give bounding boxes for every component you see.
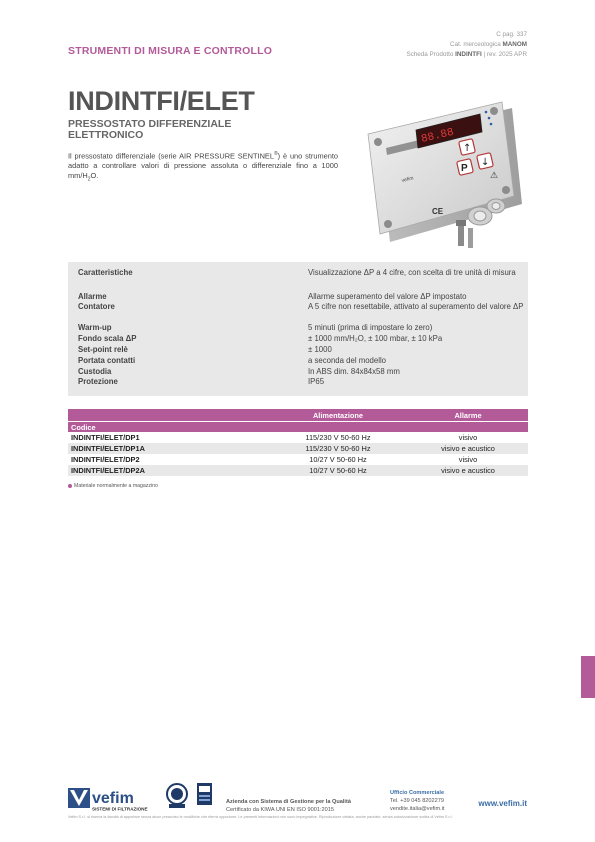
- bullet-dot-icon: [68, 484, 72, 488]
- device-image: [362, 96, 534, 260]
- document-reference: [406, 30, 527, 60]
- device-display: 88.88: [420, 126, 456, 146]
- catalog-ref: Cat. merceologica MANOM: [450, 41, 527, 48]
- office-phone: Tel. +39 045 8202279: [390, 798, 444, 804]
- product-codes-table: [68, 409, 528, 476]
- section-side-tab: [581, 656, 595, 698]
- table-subheader: [68, 421, 528, 432]
- product-subtitle: PRESSOSTATO DIFFERENZIALE ELETTRONICO: [68, 118, 232, 141]
- table-row: INDINTFI/ELET/DP1A 115/230 V 50-60 Hz visivo e acustico: [68, 443, 528, 454]
- page-ref: C pag. 337: [496, 31, 527, 38]
- website-link[interactable]: www.vefim.it: [478, 799, 527, 808]
- sales-office-contact: Ufficio Commerciale Tel. +39 045 8202279 vendite.italia@vefim.it: [390, 790, 445, 812]
- quality-certification: Azienda con Sistema di Gestione per la Qualità Certificato da KIWA UNI EN ISO 9001:2015: [226, 799, 351, 813]
- logo-tagline: SISTEMI DI FILTRAZIONE: [92, 806, 148, 812]
- kiwa-certification-icon: [197, 783, 212, 809]
- device-brand-label: vefim: [401, 175, 415, 184]
- table-row: INDINTFI/ELET/DP2A 10/27 V 50-60 Hz visivo e acustico: [68, 465, 528, 476]
- certification-seal-icon: [166, 783, 188, 809]
- sheet-ref: Scheda Prodotto INDINTFI | rev. 2025 APR: [406, 51, 527, 58]
- ce-mark: CE: [432, 207, 444, 216]
- column-header-power: Alimentazione: [312, 411, 364, 420]
- sheet-value: INDINTFI: [455, 51, 482, 58]
- table-row: INDINTFI/ELET/DP2 10/27 V 50-60 Hz visivo: [71, 455, 478, 464]
- table-header: [68, 409, 528, 421]
- product-title: INDINTFI/ELET: [68, 86, 255, 116]
- catalog-value: MANOM: [502, 41, 527, 48]
- table-row: INDINTFI/ELET/DP1 115/230 V 50-60 Hz visivo: [71, 433, 478, 442]
- p-button-label: P: [461, 163, 468, 174]
- legal-disclaimer: Vefim S.r.l. si riserva la facoltà di apportare senza alcun preavviso le modifiche che riterrà opportune. Le presenti informazioni non sono impegnative. Riproduzione vietata, anche parziale, senza autorizzazione scritta di Vefim S.r.l.: [68, 815, 453, 819]
- down-arrow-icon: ↓: [481, 157, 490, 168]
- logo-wordmark: vefim: [92, 790, 134, 807]
- product-description: Il pressostato differenziale (serie AIR PRESSURE SENTINEL®) è uno strumento adatto a controllare valori di pressione assoluta o differenziale fino a 1000 $mm/H_2O$.: [68, 151, 338, 183]
- column-header-code: Codice: [71, 423, 96, 432]
- up-arrow-icon: ↑: [463, 143, 472, 154]
- warning-icon: ⚠: [490, 171, 499, 181]
- section-title: STRUMENTI DI MISURA E CONTROLLO: [68, 45, 273, 57]
- vefim-logo: [68, 786, 156, 812]
- specifications-table: Caratteristiche Visualizzazione ΔP a 4 cifre, con scelta di tre unità di misura Allarme Allarme superamento del valore ΔP impostato Contatore A 5 cifre non resettabile, attivato al superamento del valore ΔP Warm-up 5 minuti (prima di impostare lo zero) Fondo scala ΔP ± 1000 mm/H₂O, ± 100 mbar, ± 10 kPa Set-point relè ± 1000 Portata contatti a seconda del modello Custodia In ABS dim. 84x84x58 mm Protezione IP65: [68, 262, 528, 396]
- column-header-alarm: Allarme: [454, 411, 482, 420]
- office-email[interactable]: vendite.italia@vefim.it: [390, 806, 445, 812]
- stock-note: Materiale normalmente a magazzino: [68, 483, 158, 489]
